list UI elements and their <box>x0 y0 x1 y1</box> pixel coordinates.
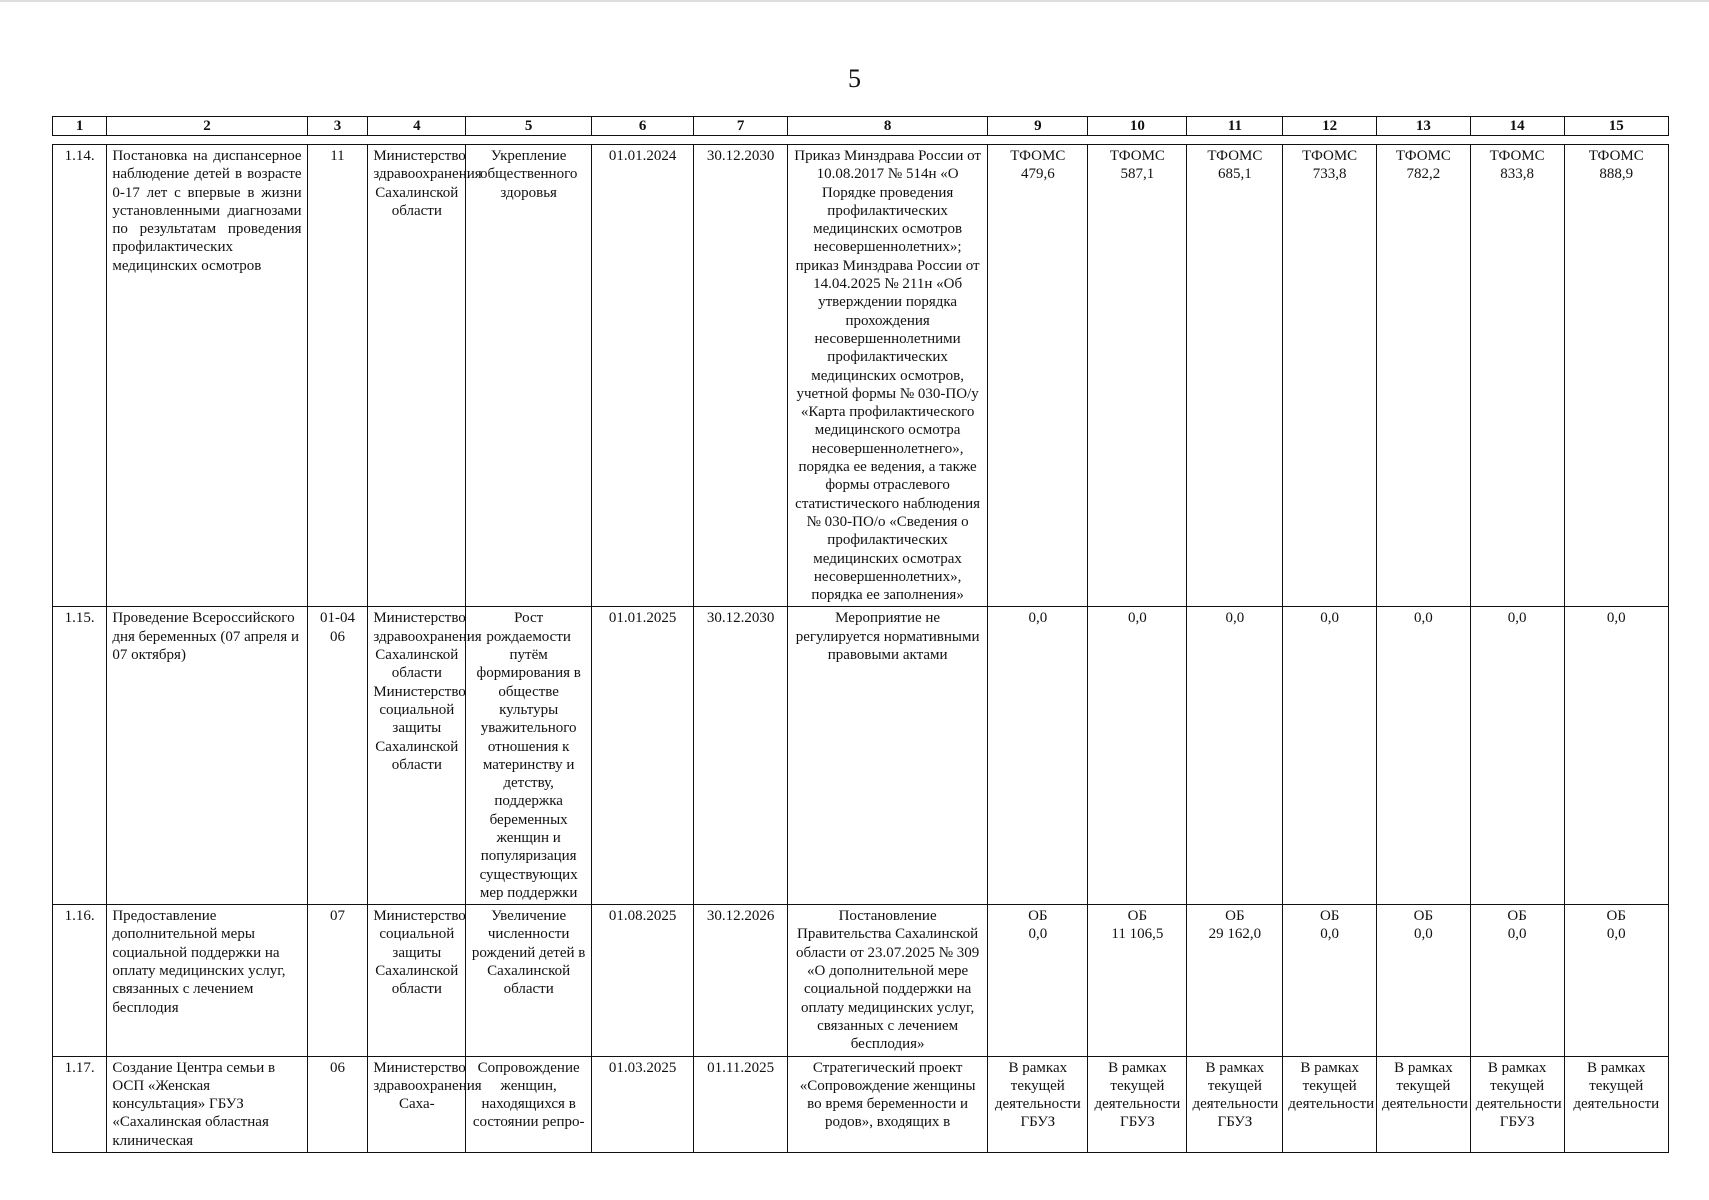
funding-source: ОБ <box>1127 908 1148 925</box>
funding-cell <box>1187 905 1283 1056</box>
funding-source: ОБ <box>1413 908 1434 925</box>
funding-source: В рамках текущей деятельности ГБУЗ <box>1192 1059 1279 1131</box>
col-header: 2 <box>107 117 307 136</box>
funding-source: ОБ <box>1028 908 1048 925</box>
funding-amount: 0,0 <box>1320 610 1340 627</box>
col-header: 7 <box>694 117 788 136</box>
funding-cell <box>1377 905 1471 1056</box>
funding-source: ТФОМС <box>1207 148 1263 164</box>
row-start-date: 01.08.2025 <box>592 905 694 1056</box>
row-end-date: 30.12.2030 <box>694 145 788 607</box>
funding-source: В рамках текущей деятельности <box>1573 1059 1660 1113</box>
funding-amount: 733,8 <box>1312 166 1347 183</box>
row-number: 1.15. <box>53 607 107 905</box>
funding-cell <box>1564 607 1669 905</box>
funding-cell <box>1564 1056 1669 1152</box>
funding-cell <box>1470 905 1564 1056</box>
funding-source: ТФОМС <box>1489 148 1545 164</box>
funding-cell <box>988 905 1088 1056</box>
row-number: 1.14. <box>53 145 107 607</box>
funding-source: ОБ <box>1507 908 1527 925</box>
funding-amount: 0,0 <box>1414 926 1433 943</box>
row-activity-name: Создание Центра семьи в ОСП «Женская консультация» ГБУЗ «Сахалинская областная клиническая <box>107 1056 307 1152</box>
row-activity-name: Предоставление дополнительной меры социальной поддержки на оплату медицинских услуг, связанных с лечением бесплодия <box>107 905 307 1056</box>
funding-amount: 0,0 <box>1128 610 1147 627</box>
funding-amount: 685,1 <box>1217 166 1252 183</box>
row-activity-name: Проведение Всероссийского дня беременных (07 апреля и 07 октября) <box>107 607 307 905</box>
row-code: 11 <box>307 145 368 607</box>
row-executor: Министерство здравоохранения Саха- <box>368 1056 466 1152</box>
table-row <box>53 1056 1669 1152</box>
funding-amount: 0,0 <box>1028 926 1048 943</box>
funding-cell <box>988 1056 1088 1152</box>
row-activity-name: Постановка на диспансерное наблюдение детей в возрасте 0-17 лет с впервые в жизни установленными диагнозами по результатам проведения профилактических медицинских осмотров <box>107 145 307 607</box>
row-legal-basis: Стратегический проект «Сопровождение женщины во время беременности и родов», входящих в <box>787 1056 987 1152</box>
funding-amount: 0,0 <box>1507 926 1527 943</box>
funding-source: ТФОМС <box>1395 148 1451 164</box>
row-number: 1.17. <box>53 1056 107 1152</box>
funding-cell <box>1088 145 1187 607</box>
col-header: 5 <box>466 117 592 136</box>
row-start-date: 01.01.2025 <box>592 607 694 905</box>
funding-cell <box>988 145 1088 607</box>
row-legal-basis: Мероприятие не регулируется нормативными правовыми актами <box>787 607 987 905</box>
funding-source: ОБ <box>1319 908 1340 925</box>
funding-amount: 782,2 <box>1406 166 1441 183</box>
col-header: 1 <box>53 117 107 136</box>
funding-amount: 0,0 <box>1507 610 1527 627</box>
funding-cell <box>1470 607 1564 905</box>
funding-cell <box>1088 607 1187 905</box>
table-row <box>53 607 1669 905</box>
funding-amount: 479,6 <box>1020 166 1055 183</box>
row-legal-basis: Приказ Минздрава России от 10.08.2017 № 514н «О Порядке проведения профилактических медицинских осмотров несовершеннолетних»; приказ Минздрава России от 14.04.2025 № 211н «Об утверждении порядка прохождения несовершеннолетними профилактических медицинских осмотров, учетной формы № 030-ПО/у «Карта профилактического медицинского осмотра несовершеннолетнего», порядка ее ведения, а также формы отраслевого статистического наблюдения № 030-ПО/о «Сведения о профилактических медицинских осмотрах несовершеннолетних», порядка ее заполнения» <box>787 145 987 607</box>
col-header: 8 <box>787 117 987 136</box>
plan-table-wrap <box>52 116 1669 1153</box>
funding-source: ТФОМС <box>1588 148 1644 164</box>
funding-cell <box>1088 1056 1187 1152</box>
funding-source: ОБ <box>1606 908 1626 925</box>
funding-amount: 0,0 <box>1320 926 1340 943</box>
funding-amount: 29 162,0 <box>1208 926 1262 943</box>
funding-cell <box>1377 607 1471 905</box>
plan-table <box>52 116 1669 1153</box>
scan-edge-line <box>0 0 1709 2</box>
funding-cell <box>1470 145 1564 607</box>
funding-cell <box>1564 905 1669 1056</box>
page-number: 5 <box>848 64 861 93</box>
row-result: Сопровождение женщин, находящихся в состоянии репро- <box>466 1056 592 1152</box>
row-executor: Министерство социальной защиты Сахалинской области <box>368 905 466 1056</box>
row-result: Укрепление общественного здоровья <box>466 145 592 607</box>
col-header: 15 <box>1564 117 1669 136</box>
funding-amount: 888,9 <box>1599 166 1634 183</box>
row-start-date: 01.01.2024 <box>592 145 694 607</box>
funding-cell <box>1283 607 1377 905</box>
funding-cell <box>1187 607 1283 905</box>
funding-source: ТФОМС <box>1302 148 1358 164</box>
row-code: 06 <box>307 1056 368 1152</box>
funding-amount: 0,0 <box>1606 610 1626 627</box>
col-header: 11 <box>1187 117 1283 136</box>
row-result: Увеличение численности рождений детей в Сахалинской области <box>466 905 592 1056</box>
column-number-row <box>53 117 1669 136</box>
funding-amount: 0,0 <box>1225 610 1245 627</box>
row-start-date: 01.03.2025 <box>592 1056 694 1152</box>
funding-amount: 0,0 <box>1414 610 1433 627</box>
row-end-date: 30.12.2026 <box>694 905 788 1056</box>
funding-cell <box>1088 905 1187 1056</box>
funding-cell <box>1187 1056 1283 1152</box>
funding-source: В рамках текущей деятельности ГБУЗ <box>994 1059 1081 1131</box>
funding-cell <box>1564 145 1669 607</box>
col-header: 13 <box>1377 117 1471 136</box>
table-row <box>53 145 1669 607</box>
funding-cell <box>988 607 1088 905</box>
row-executor: Министерство здравоохранения Сахалинской области Министерство социальной защиты Сахалинской области <box>368 607 466 905</box>
funding-amount: 587,1 <box>1120 166 1155 183</box>
col-header: 10 <box>1088 117 1187 136</box>
row-number: 1.16. <box>53 905 107 1056</box>
col-header: 6 <box>592 117 694 136</box>
funding-cell <box>1187 145 1283 607</box>
funding-source: ТФОМС <box>1109 148 1165 164</box>
funding-source: В рамках текущей деятельности ГБУЗ <box>1094 1059 1181 1131</box>
funding-source: ОБ <box>1225 908 1245 925</box>
row-legal-basis: Постановление Правительства Сахалинской области от 23.07.2025 № 309 «О дополнительной мере социальной поддержки на оплату медицинских услуг, связанных с лечением бесплодия» <box>787 905 987 1056</box>
funding-amount: 11 106,5 <box>1111 926 1164 943</box>
funding-source: В рамках текущей деятельности <box>1382 1059 1468 1113</box>
funding-source: В рамках текущей деятельности <box>1288 1059 1375 1113</box>
funding-source: ТФОМС <box>1010 148 1066 164</box>
table-row <box>53 905 1669 1056</box>
funding-cell <box>1377 1056 1471 1152</box>
col-header: 12 <box>1283 117 1377 136</box>
row-code: 07 <box>307 905 368 1056</box>
funding-amount: 833,8 <box>1500 166 1534 183</box>
col-header: 3 <box>307 117 368 136</box>
row-code: 01-04 06 <box>307 607 368 905</box>
col-header: 4 <box>368 117 466 136</box>
col-header: 9 <box>988 117 1088 136</box>
funding-amount: 0,0 <box>1028 610 1048 627</box>
row-end-date: 01.11.2025 <box>694 1056 788 1152</box>
funding-cell <box>1283 145 1377 607</box>
funding-cell <box>1283 1056 1377 1152</box>
funding-cell <box>1377 145 1471 607</box>
row-executor: Министерство здравоохранения Сахалинской области <box>368 145 466 607</box>
row-end-date: 30.12.2030 <box>694 607 788 905</box>
funding-cell <box>1470 1056 1564 1152</box>
col-header: 14 <box>1470 117 1564 136</box>
header-gap-row <box>53 136 1669 145</box>
funding-source: В рамках текущей деятельности ГБУЗ <box>1475 1059 1562 1131</box>
row-result: Рост рождаемости путём формирования в обществе культуры уважительного отношения к материнству и детству, поддержка беременных женщин и популяризация существующих мер поддержки <box>466 607 592 905</box>
funding-amount: 0,0 <box>1606 926 1626 943</box>
funding-cell <box>1283 905 1377 1056</box>
